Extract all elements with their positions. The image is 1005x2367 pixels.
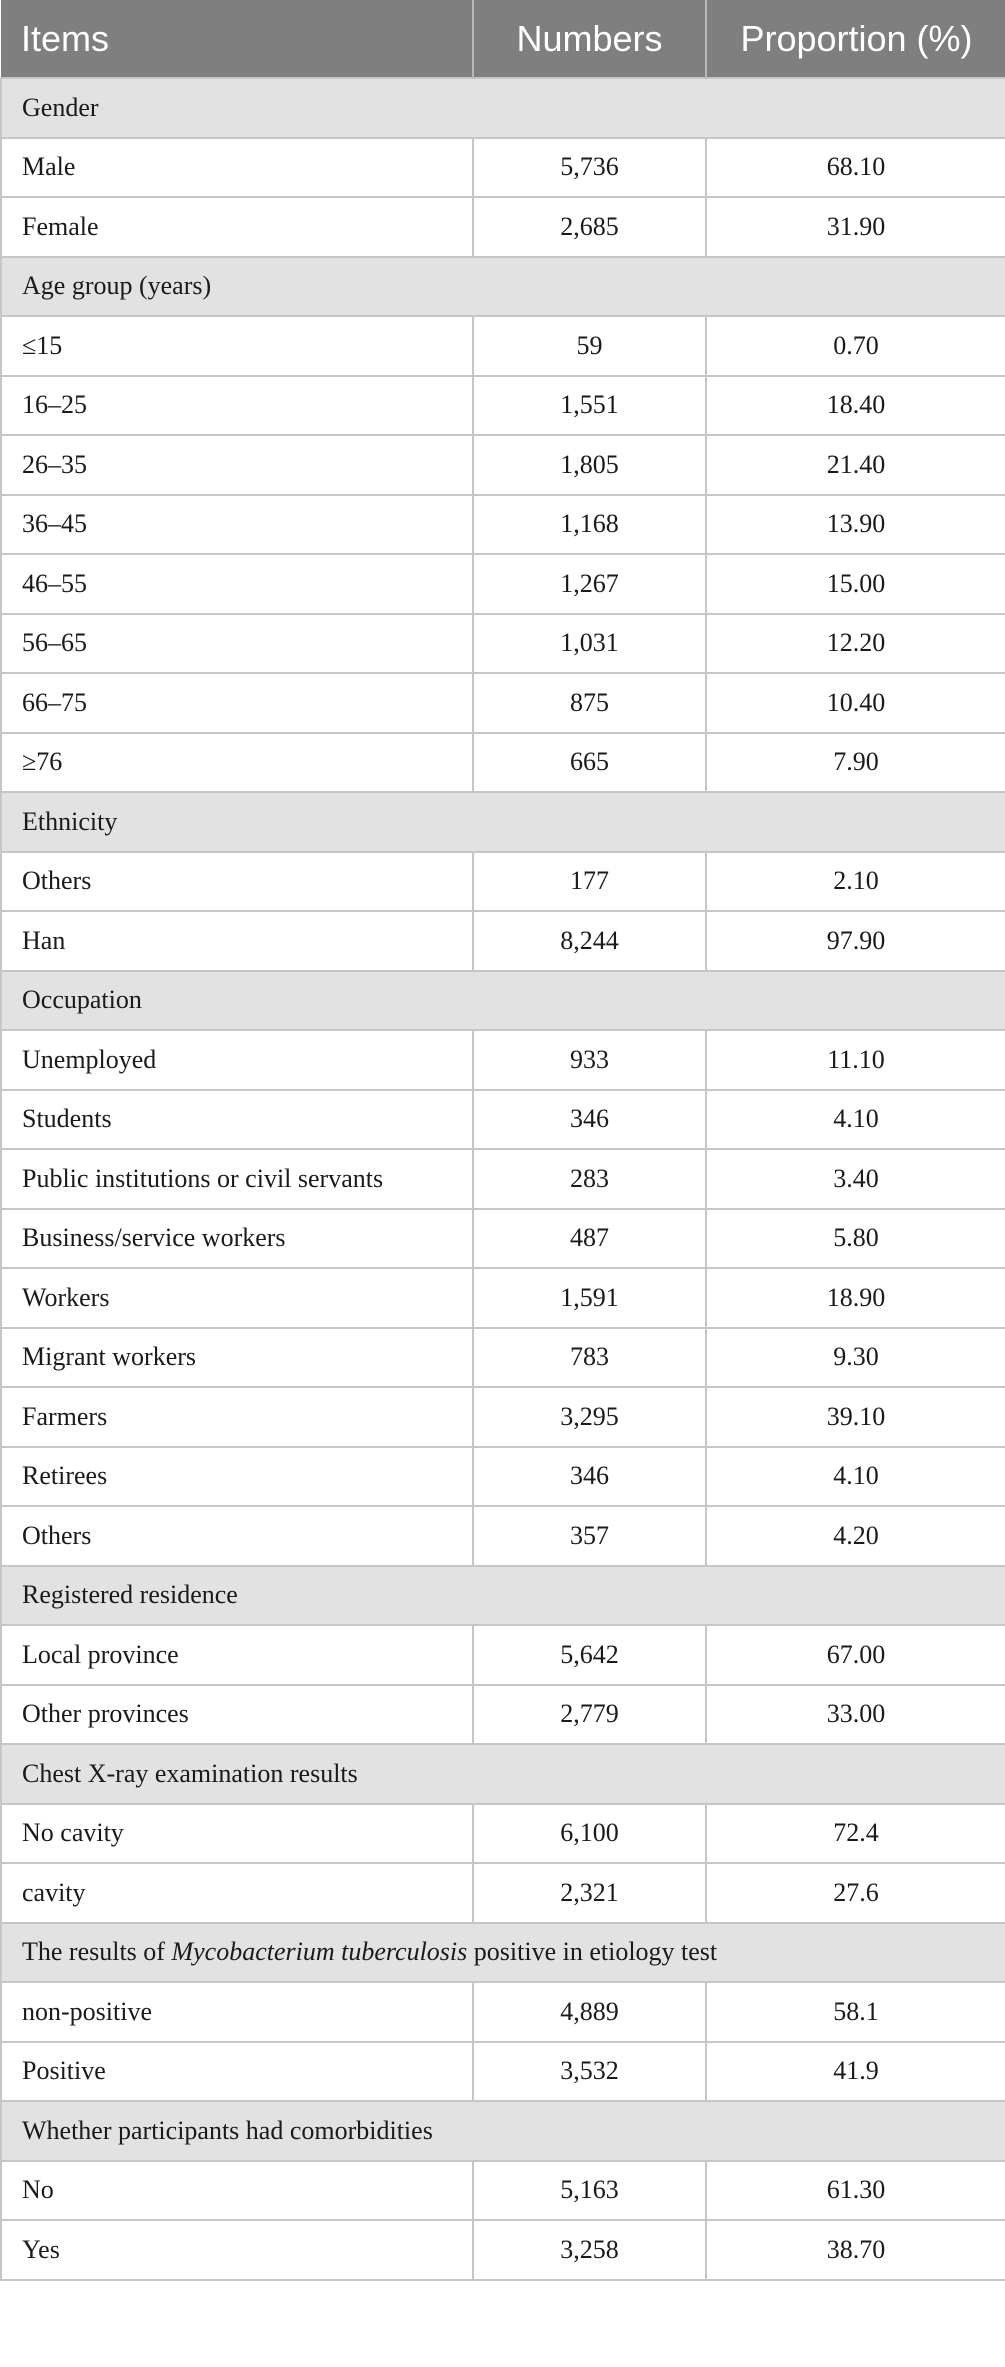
section-title-part: The results of [22,1937,172,1967]
row-number: 5,736 [473,138,706,198]
section-header-row [1,1923,1005,1983]
row-label: cavity [1,1863,473,1923]
row-label: Han [1,911,473,971]
row-number: 3,258 [473,2220,706,2280]
section-header-row [1,257,1005,317]
row-label: No [1,2161,473,2221]
row-number: 1,551 [473,376,706,436]
table-row [1,614,1005,674]
row-proportion: 97.90 [706,911,1005,971]
row-proportion: 15.00 [706,554,1005,614]
table-row [1,316,1005,376]
row-number: 346 [473,1090,706,1150]
row-label: 16–25 [1,376,473,436]
section-title: Ethnicity [1,792,1005,852]
row-number: 1,267 [473,554,706,614]
table-row [1,138,1005,198]
table-row [1,1209,1005,1269]
row-number: 357 [473,1506,706,1566]
row-proportion: 0.70 [706,316,1005,376]
table-row [1,554,1005,614]
table-row [1,1982,1005,2042]
row-number: 875 [473,673,706,733]
section-header-row [1,971,1005,1031]
row-proportion: 18.90 [706,1268,1005,1328]
table-row [1,2161,1005,2221]
row-proportion: 4.20 [706,1506,1005,1566]
table-row [1,1149,1005,1209]
section-header-row [1,78,1005,138]
row-proportion: 33.00 [706,1685,1005,1745]
table-row [1,197,1005,257]
table-row [1,1863,1005,1923]
section-title-part: positive in etiology test [467,1937,718,1967]
row-proportion: 7.90 [706,733,1005,793]
row-label: Students [1,1090,473,1150]
row-proportion: 39.10 [706,1387,1005,1447]
row-proportion: 11.10 [706,1030,1005,1090]
table-row [1,2042,1005,2102]
row-number: 2,779 [473,1685,706,1745]
row-proportion: 9.30 [706,1328,1005,1388]
table-row [1,852,1005,912]
row-label: ≥76 [1,733,473,793]
row-proportion: 13.90 [706,495,1005,555]
row-number: 933 [473,1030,706,1090]
section-header-row [1,1566,1005,1626]
row-number: 283 [473,1149,706,1209]
table-row [1,1328,1005,1388]
row-proportion: 27.6 [706,1863,1005,1923]
row-number: 5,642 [473,1625,706,1685]
row-label: Workers [1,1268,473,1328]
section-title: Gender [1,78,1005,138]
table-row [1,673,1005,733]
table-row [1,911,1005,971]
table-row [1,733,1005,793]
row-proportion: 5.80 [706,1209,1005,1269]
row-label: 66–75 [1,673,473,733]
row-number: 5,163 [473,2161,706,2221]
header-proportion: Proportion (%) [706,0,1005,78]
row-label: Local province [1,1625,473,1685]
row-proportion: 31.90 [706,197,1005,257]
row-label: Other provinces [1,1685,473,1745]
row-label: Business/service workers [1,1209,473,1269]
table-row [1,1804,1005,1864]
table-row [1,2220,1005,2280]
row-proportion: 10.40 [706,673,1005,733]
table-row [1,1685,1005,1745]
row-label: Retirees [1,1447,473,1507]
row-label: Farmers [1,1387,473,1447]
section-title-italic: Mycobacterium tuberculosis [171,1937,468,1967]
row-label: 36–45 [1,495,473,555]
section-title: Age group (years) [1,257,1005,317]
row-proportion: 4.10 [706,1090,1005,1150]
row-number: 783 [473,1328,706,1388]
section-header-row [1,2101,1005,2161]
table-row [1,1090,1005,1150]
section-header-row [1,1744,1005,1804]
row-label: non-positive [1,1982,473,2042]
row-number: 1,591 [473,1268,706,1328]
table-row [1,1268,1005,1328]
table-row [1,1447,1005,1507]
row-label: Others [1,1506,473,1566]
table-body [1,78,1005,2280]
row-number: 2,685 [473,197,706,257]
section-title: Whether participants had comorbidities [1,2101,1005,2161]
row-number: 2,321 [473,1863,706,1923]
table-row [1,1030,1005,1090]
table-row [1,435,1005,495]
section-title: Registered residence [1,1566,1005,1626]
row-proportion: 68.10 [706,138,1005,198]
row-proportion: 38.70 [706,2220,1005,2280]
row-number: 6,100 [473,1804,706,1864]
row-proportion: 12.20 [706,614,1005,674]
section-header-row [1,792,1005,852]
row-number: 59 [473,316,706,376]
table-row [1,1506,1005,1566]
row-proportion: 21.40 [706,435,1005,495]
row-label: ≤15 [1,316,473,376]
table-row [1,1387,1005,1447]
row-number: 1,031 [473,614,706,674]
row-label: Migrant workers [1,1328,473,1388]
row-number: 346 [473,1447,706,1507]
row-label: 56–65 [1,614,473,674]
header-numbers: Numbers [473,0,706,78]
table-row [1,1625,1005,1685]
row-number: 1,805 [473,435,706,495]
row-label: Positive [1,2042,473,2102]
row-label: Others [1,852,473,912]
section-title: Occupation [1,971,1005,1031]
row-number: 8,244 [473,911,706,971]
row-number: 665 [473,733,706,793]
row-label: Unemployed [1,1030,473,1090]
row-proportion: 2.10 [706,852,1005,912]
row-label: No cavity [1,1804,473,1864]
section-title: Chest X-ray examination results [1,1744,1005,1804]
row-number: 3,532 [473,2042,706,2102]
row-proportion: 72.4 [706,1804,1005,1864]
row-number: 1,168 [473,495,706,555]
row-proportion: 67.00 [706,1625,1005,1685]
row-proportion: 58.1 [706,1982,1005,2042]
section-title [1,1923,1005,1983]
row-label: Female [1,197,473,257]
row-number: 4,889 [473,1982,706,2042]
row-number: 177 [473,852,706,912]
row-proportion: 3.40 [706,1149,1005,1209]
row-label: 26–35 [1,435,473,495]
row-label: Public institutions or civil servants [1,1149,473,1209]
row-label: Male [1,138,473,198]
table-header-row [1,0,1005,78]
table-row [1,376,1005,436]
row-number: 3,295 [473,1387,706,1447]
row-proportion: 41.9 [706,2042,1005,2102]
row-proportion: 61.30 [706,2161,1005,2221]
row-proportion: 18.40 [706,376,1005,436]
header-items: Items [1,0,473,78]
row-proportion: 4.10 [706,1447,1005,1507]
row-label: Yes [1,2220,473,2280]
row-number: 487 [473,1209,706,1269]
row-label: 46–55 [1,554,473,614]
table-row [1,495,1005,555]
